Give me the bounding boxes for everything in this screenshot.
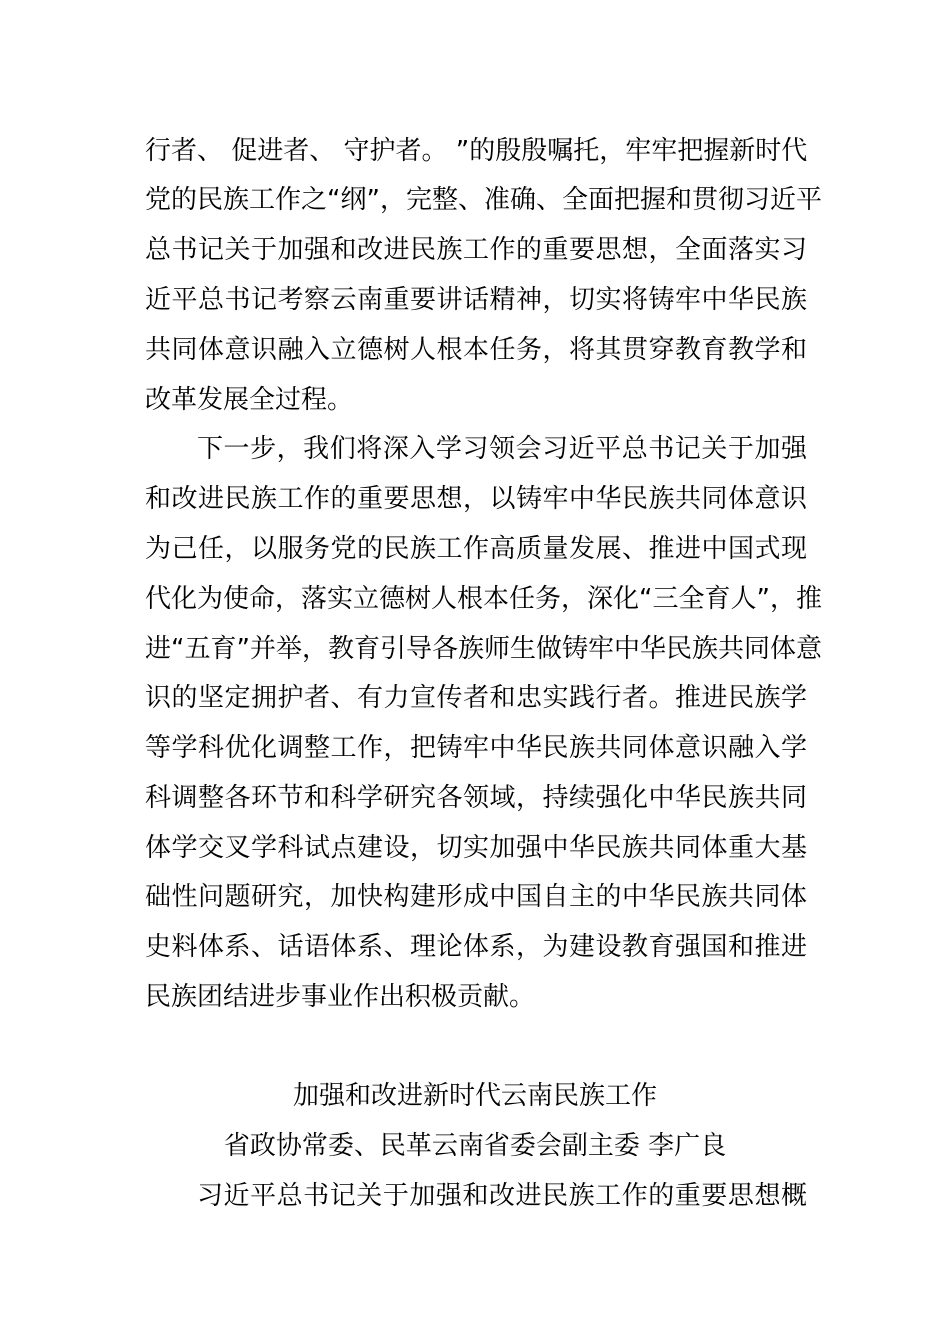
paragraph-line: 习近平总书记关于加强和改进民族工作的重要思想概	[197, 1181, 807, 1211]
paragraph-line: 代化为使命，落实立德树人根本任务，深化“三全育人”，推	[145, 584, 822, 614]
paragraph-line: 共同体意识融入立德树人根本任务，将其贯穿教育教学和	[145, 335, 807, 365]
paragraph-line: 行者、 促进者、 守护者。 ”的殷殷嘱托，牢牢把握新时代	[145, 136, 808, 166]
paragraph-line: 识的坚定拥护者、有力宣传者和忠实践行者。推进民族学	[145, 683, 807, 713]
paragraph-line: 总书记关于加强和改进民族工作的重要思想，全面落实习	[145, 235, 807, 265]
paragraph-line: 和改进民族工作的重要思想，以铸牢中华民族共同体意识	[145, 484, 807, 514]
paragraph-line: 民族团结进步事业作出积极贡献。	[145, 982, 536, 1012]
paragraph-line: 等学科优化调整工作，把铸牢中华民族共同体意识融入学	[145, 733, 807, 763]
paragraph-line: 进“五育”并举，教育引导各族师生做铸牢中华民族共同体意	[145, 634, 822, 664]
paragraph-line: 科调整各环节和科学研究各领域，持续强化中华民族共同	[145, 783, 807, 813]
paragraph-line: 近平总书记考察云南重要讲话精神，切实将铸牢中华民族	[145, 285, 807, 315]
section-author: 省政协常委、民革云南省委会副主委 李广良	[223, 1131, 727, 1161]
paragraph-line: 为己任，以服务党的民族工作高质量发展、推进中国式现	[145, 534, 807, 564]
paragraph-line: 础性问题研究，加快构建形成中国自主的中华民族共同体	[145, 882, 807, 912]
paragraph-line: 下一步，我们将深入学习领会习近平总书记关于加强	[197, 434, 807, 464]
paragraph-line: 体学交叉学科试点建设，切实加强中华民族共同体重大基	[145, 833, 807, 863]
paragraph-line: 史料体系、话语体系、理论体系，为建设教育强国和推进	[145, 932, 807, 962]
paragraph-line: 党的民族工作之“纲”，完整、准确、全面把握和贯彻习近平	[145, 185, 822, 215]
section-title: 加强和改进新时代云南民族工作	[292, 1081, 657, 1111]
paragraph-line: 改革发展全过程。	[145, 385, 354, 415]
